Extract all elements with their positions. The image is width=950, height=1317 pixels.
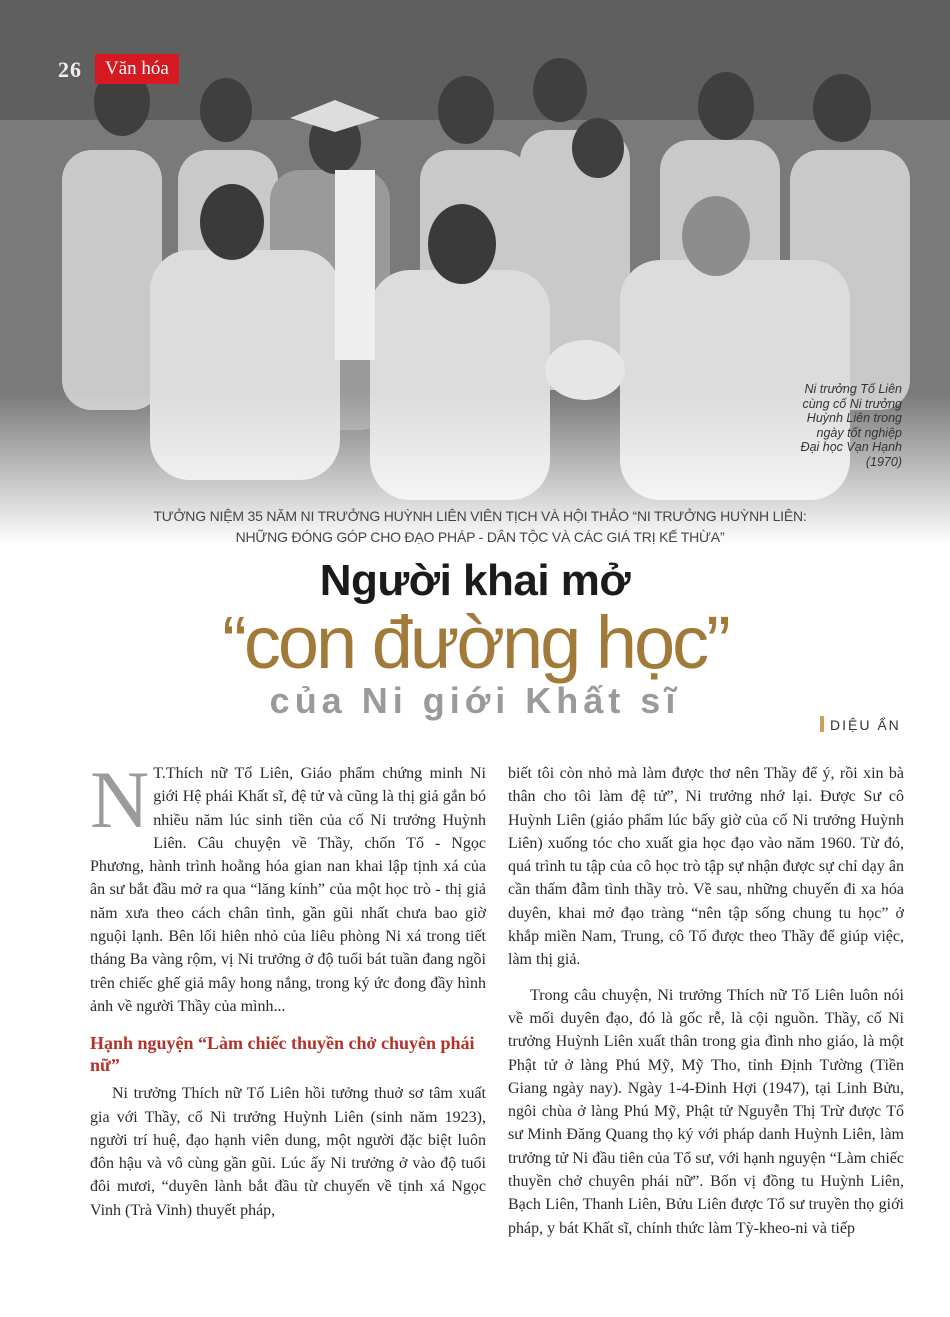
title-line-3: của Ni giới Khất sĩ	[269, 680, 681, 721]
intro-text: T.Thích nữ Tố Liên, Giáo phẩm chứng minh Ni giới Hệ phái Khất sĩ, đệ tử và cũng là thị giả gắn bó nhiều năm lúc sinh tiền của cố Ni trưởng Huỳnh Liên. Câu chuyện về Thầy, chốn Tổ - Ngọc Phương, hành trình hoằng hóa gian nan khai lập tịnh xá của ân sư bắt đầu mở ra qua “lăng kính” của một học trò - thị giả năm xưa theo cách chân tình, gần gũi nhất chưa bao giờ nguội lạnh. Bên lối hiên nhỏ của liêu phòng Ni xá trong tiết tháng Ba vàng rộm, vị Ni trưởng ở độ tuổi bát tuần đang ngồi trên chiếc ghế giả mây hong nắng, trong ký ức đong đầy hình ảnh về người Thầy của mình...	[90, 765, 486, 1015]
author-name: DIỆU ẨN	[830, 717, 901, 733]
title-line-2: “con đường học”	[222, 601, 728, 684]
subheading: Hạnh nguyện “Làm chiếc thuyền chở chuyên phái nữ”	[90, 1033, 475, 1076]
photo-caption: Ni trưởng Tố Liên cùng cố Ni trưởng Huỳnh Liên trong ngày tốt nghiệp Đại học Vạn Hạnh (1970)	[800, 382, 902, 469]
body-paragraph: Ni trưởng Thích nữ Tố Liên hồi tưởng thuở sơ tâm xuất gia với Thầy, cố Ni trưởng Huỳnh Liên (sinh năm 1923), người trí huệ, đạo hạnh viên dung, một người đặc biệt luôn đôn hậu và vô cùng gần gũi. Lúc ấy Ni trưởng ở vào độ tuổi đôi mươi, “duyên lành bắt đầu từ chuyến về tịnh xá Ngọc Vinh (Trà Vinh) thuyết pháp,	[90, 1085, 486, 1219]
section-label[interactable]: Văn hóa	[95, 54, 179, 84]
article-kicker: TƯỞNG NIỆM 35 NĂM NI TRƯỞNG HUỲNH LIÊN VIÊN TỊCH VÀ HỘI THẢO “NI TRƯỞNG HUỲNH LIÊN: NHỮNG ĐÓNG GÓP CHO ĐẠO PHÁP - DÂN TỘC VÀ CÁC GIÁ TRỊ KẾ THỪA”	[153, 508, 807, 545]
page-number: 26	[58, 57, 82, 82]
body-paragraph: biết tôi còn nhỏ mà làm được thơ nên Thầy để ý, rồi xin bà thân cho tôi làm đệ tử”, Ni trưởng nhớ lại. Được Sư cô Huỳnh Liên (giáo phẩm lúc bấy giờ của cố Ni trưởng Huỳnh Liên) xuống tóc cho xuất gia học đạo vào năm 1960. Từ đó, quá trình tu tập của cô học trò tập sự nhận được sự chỉ dạy ân cần thấm đẫm tình thầy trò. Về sau, những chuyến đi xa hóa duyên, khai mở đạo tràng “nên tập sống chung tu học” ở khắp miền Nam, Trung, cô Tố được theo Thầy để giúp việc, làm thị giả.	[508, 765, 904, 969]
body-paragraph: Trong câu chuyện, Ni trưởng Thích nữ Tố Liên luôn nói về mối duyên đạo, đó là gốc rễ, là cội nguồn. Thầy, cố Ni trưởng Huỳnh Liên xuất thân trong gia đình nho giáo, là một Phật tử ở làng Phú Mỹ, Mỹ Tho, tỉnh Định Tường (Tiền Giang ngày nay). Ngày 1-4-Đinh Hợi (1947), tại Linh Bửu, ngôi chùa ở làng Phú Mỹ, Phật tử Nguyễn Thị Trừ được Tổ sư Minh Đăng Quang thọ ký với pháp danh Huỳnh Liên, làm trưởng tử Ni đầu tiên của Tổ sư, với hạnh nguyện “Làm chiếc thuyền chở chuyên phái nữ”. Bốn vị đồng tu Huỳnh Liên, Bạch Liên, Thanh Liên, Bửu Liên được Tổ sư truyền thọ giới pháp, y bát Khất sĩ, chính thức làm Tỳ-kheo-ni và tiếp	[508, 986, 904, 1237]
intro-paragraph	[90, 754, 486, 1018]
author-byline	[820, 716, 901, 733]
title-line-1: Người khai mở	[319, 556, 631, 605]
column-right	[508, 762, 904, 1240]
column-left	[90, 754, 486, 1222]
byline-bar	[820, 716, 824, 732]
dropcap: N	[90, 754, 150, 845]
